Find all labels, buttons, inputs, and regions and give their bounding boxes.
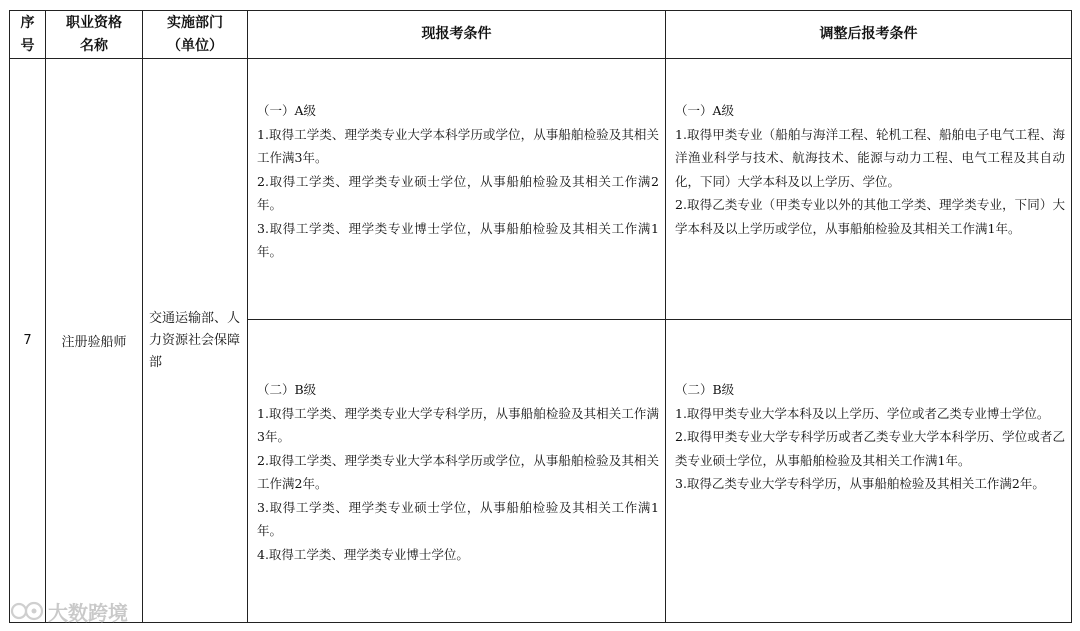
adjusted-a-level-label: （一）A级	[675, 103, 735, 118]
header-current-conditions: 现报考条件	[248, 11, 666, 59]
qualification-name: 注册验船师	[46, 59, 143, 623]
header-number-line1: 序	[20, 14, 35, 31]
current-a-level-label: （一）A级	[257, 103, 317, 118]
current-b-item-3: 3.取得工学类、理学类专业硕士学位，从事船舶检验及其相关工作满1年。	[257, 499, 659, 538]
adjusted-b-item-3: 3.取得乙类专业大学专科学历，从事船舶检验及其相关工作满2年。	[675, 476, 1045, 491]
department: 交通运输部、人力资源社会保障部	[143, 59, 248, 623]
current-a-item-1: 1.取得工学类、理学类专业大学本科学历或学位，从事船舶检验及其相关工作满3年。	[257, 126, 659, 165]
current-b-item-4: 4.取得工学类、理学类专业博士学位。	[257, 546, 469, 562]
watermark	[10, 596, 128, 626]
adjusted-level-b	[666, 320, 1072, 623]
header-number	[10, 11, 46, 59]
current-a-item-3: 3.取得工学类、理学类专业博士学位，从事船舶检验及其相关工作满1年。	[257, 220, 659, 259]
header-department	[143, 11, 248, 59]
current-level-b	[248, 320, 666, 623]
header-qualification-name	[46, 11, 143, 59]
current-b-level-label: （二）B级	[257, 382, 317, 397]
watermark-logo-icon	[10, 600, 44, 622]
header-adjusted-conditions: 调整后报考条件	[666, 11, 1072, 59]
adjusted-a-item-2: 2.取得乙类专业（甲类专业以外的其他工学类、理学类专业，下同）大学本科及以上学历或学位，从事船舶检验及其相关工作满1年。	[675, 197, 1065, 236]
qualification-table	[9, 10, 1072, 623]
current-level-a	[248, 59, 666, 320]
adjusted-a-item-1: 1.取得甲类专业（船舶与海洋工程、轮机工程、船舶电子电气工程、海洋渔业科学与技术、航海技术、能源与动力工程、电气工程及其自动化，下同）大学本科及以上学历、学位。	[675, 126, 1065, 189]
current-b-item-1: 1.取得工学类、理学类专业大学专科学历，从事船舶检验及其相关工作满3年。	[257, 405, 659, 444]
header-department-line2: （单位）	[167, 37, 223, 54]
header-qualification-line1: 职业资格	[66, 14, 122, 31]
table-row-a	[10, 59, 1072, 320]
adjusted-b-item-1: 1.取得甲类专业大学本科及以上学历、学位或者乙类专业博士学位。	[675, 405, 1050, 421]
current-a-item-2: 2.取得工学类、理学类专业硕士学位，从事船舶检验及其相关工作满2年。	[257, 173, 659, 212]
watermark-text: 大数跨境	[48, 600, 128, 625]
adjusted-b-item-2: 2.取得甲类专业大学专科学历或者乙类专业大学本科学历、学位或者乙类专业硕士学位，从事船舶检验及其相关工作满1年。	[675, 429, 1065, 468]
current-b-item-2: 2.取得工学类、理学类专业大学本科学历或学位，从事船舶检验及其相关工作满2年。	[257, 452, 659, 491]
row-number: 7	[10, 59, 46, 623]
header-row	[10, 11, 1072, 59]
header-department-line1: 实施部门	[167, 14, 223, 31]
adjusted-level-a	[666, 59, 1072, 320]
adjusted-b-level-label: （二）B级	[675, 382, 735, 397]
header-number-line2: 号	[20, 37, 35, 54]
header-qualification-line2: 名称	[80, 37, 108, 54]
